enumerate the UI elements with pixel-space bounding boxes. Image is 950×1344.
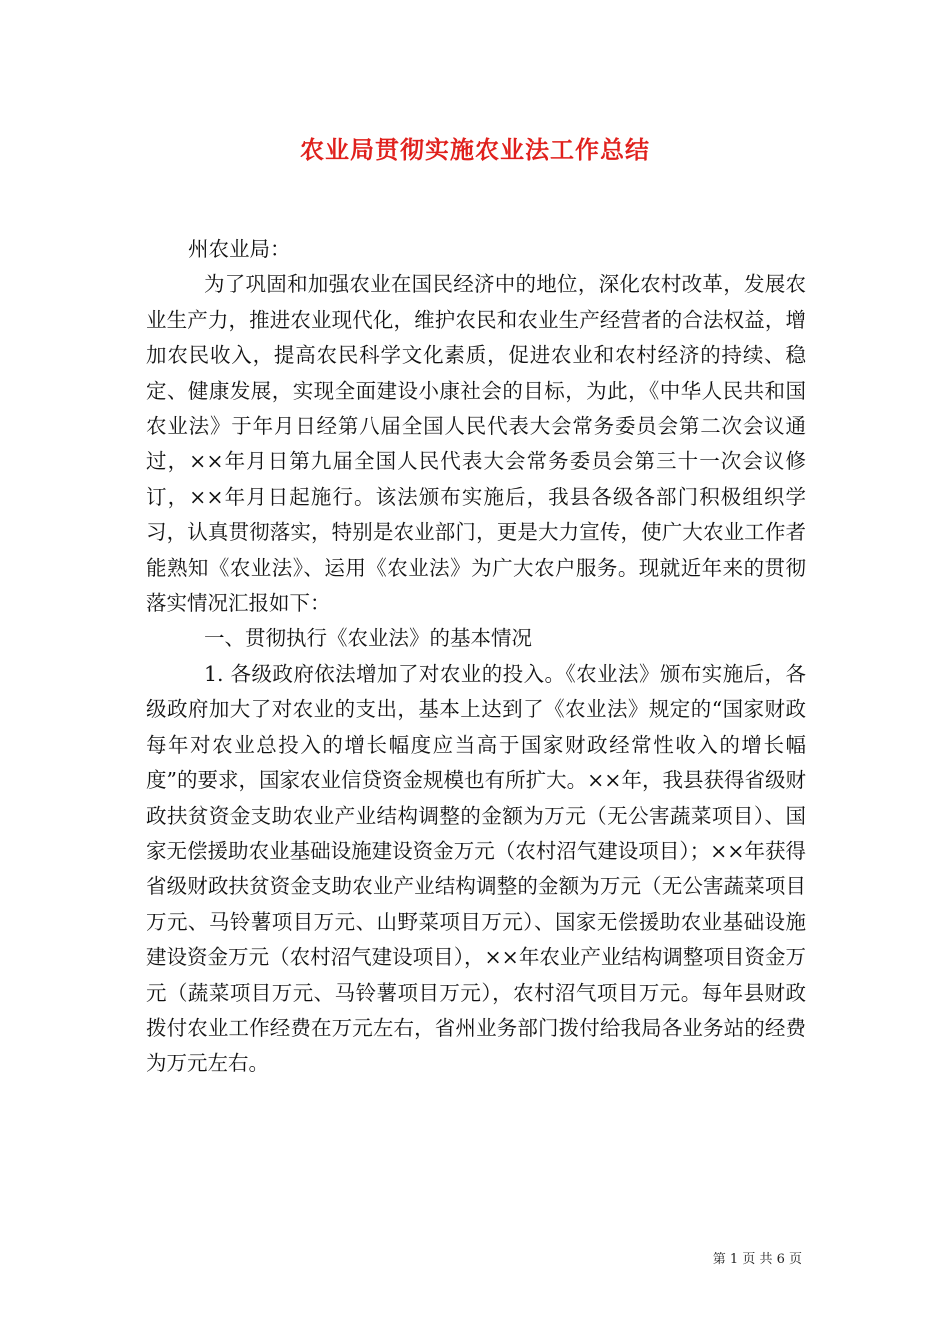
document-body (146, 232, 806, 1082)
document-title: 农业局贯彻实施农业法工作总结 (300, 135, 650, 164)
section-heading: 一、贯彻执行《农业法》的基本情况 (204, 626, 532, 651)
intro-paragraph: 为了巩固和加强农业在国民经济中的地位，深化农村改革，发展农业生产力，推进农业现代化，维护农民和农业生产经营者的合法权益，增加农民收入，提高农民科学文化素质，促进农业和农村经济的持续、稳定、健康发展，实现全面建设小康社会的目标，为此，《中华人民共和国农业法》于年月日经第八届全国人民代表大会常务委员会第二次会议通过，××年月日第九届全国人民代表大会常务委员会第三十一次会议修订，××年月日起施行。该法颁布实施后，我县各级各部门积极组织学习，认真贯彻落实，特别是农业部门，更是大力宣传，使广大农业工作者能熟知《农业法》、运用《农业法》为广大农户服务。现就近年来的贯彻落实情况汇报如下： (146, 272, 806, 616)
item-1-paragraph: 1. 各级政府依法增加了对农业的投入。《农业法》颁布实施后，各级政府加大了对农业的支出，基本上达到了《农业法》规定的“国家财政每年对农业总投入的增长幅度应当高于国家财政经常性收入的增长幅度”的要求，国家农业信贷资金规模也有所扩大。××年，我县获得省级财政扶贫资金支助农业产业结构调整的金额为万元（无公害蔬菜项目）、国家无偿援助农业基础设施建设资金万元（农村沼气建设项目）；××年获得省级财政扶贫资金支助农业产业结构调整的金额为万元（无公害蔬菜项目万元、马铃薯项目万元、山野菜项目万元）、国家无偿援助农业基础设施建设资金万元（农村沼气建设项目），××年农业产业结构调整项目资金万元（蔬菜项目万元、马铃薯项目万元），农村沼气项目万元。每年县财政拨付农业工作经费在万元左右，省州业务部门拨付给我局各业务站的经费为万元左右。 (146, 661, 806, 1076)
salutation: 州农业局： (188, 237, 291, 261)
page-number: 第 1 页 共 6 页 (712, 1252, 802, 1267)
